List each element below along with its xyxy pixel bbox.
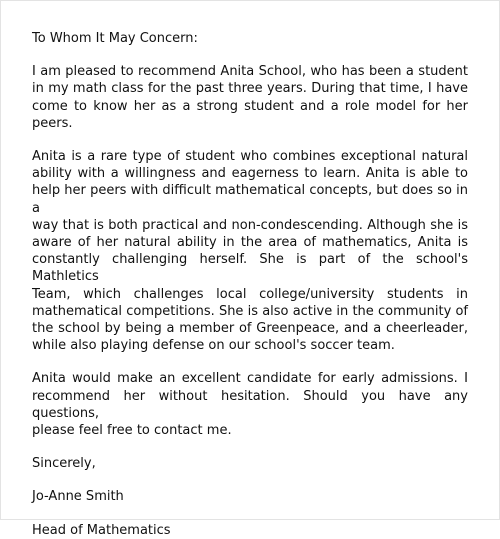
paragraph-spacer (32, 132, 468, 148)
paragraph-line: I am pleased to recommend Anita School, who has been a student (32, 64, 468, 80)
paragraph-line: constantly challenging herself. She is part of the school's Mathletics (32, 252, 468, 285)
paragraph-line: the school by being a member of Greenpeace, and a cheerleader, (32, 321, 468, 337)
paragraph-line: way that is both practical and non-condescending. Although she is (32, 217, 468, 233)
paragraph-1 (32, 63, 468, 132)
paragraph-line: Anita would make an excellent candidate for early admissions. I (32, 371, 468, 387)
paragraph-spacer (32, 47, 468, 63)
paragraph-line: Anita is a rare type of student who combines exceptional natural (32, 149, 468, 165)
signer-name: Jo-Anne Smith (32, 489, 124, 505)
paragraph-line: please feel free to contact me. (32, 423, 232, 439)
paragraph-line: aware of her natural ability in the area of mathematics, Anita is (32, 235, 468, 251)
paragraph-line: ability with a willingness and eagerness to learn. Anita is able to (32, 166, 468, 182)
paragraph-3 (32, 370, 468, 439)
paragraph-spacer (32, 439, 468, 455)
letter-body (32, 30, 468, 539)
paragraph-line: recommend her without hesitation. Should you have any questions, (32, 388, 468, 421)
paragraph-spacer (32, 354, 468, 370)
paragraph-line: help her peers with difficult mathematical concepts, but does so in a (32, 183, 468, 216)
paragraph-line: come to know her as a strong student and a role model for her (32, 98, 468, 114)
salutation: To Whom It May Concern: (32, 31, 198, 46)
paragraph-2 (32, 148, 468, 354)
paragraph-spacer (32, 506, 468, 522)
paragraph-line: mathematical competitions. She is also active in the community of (32, 303, 468, 319)
paragraph-line: Team, which challenges local college/university students in (32, 286, 468, 302)
signer-title: Head of Mathematics (32, 522, 171, 538)
paragraph-spacer (32, 472, 468, 488)
paragraph-line: while also playing defense on our school's soccer team. (32, 338, 395, 354)
paragraph-line: in my math class for the past three years. During that time, I have (32, 81, 468, 97)
paragraph-line: peers. (32, 115, 73, 131)
closing: Sincerely, (32, 456, 96, 472)
